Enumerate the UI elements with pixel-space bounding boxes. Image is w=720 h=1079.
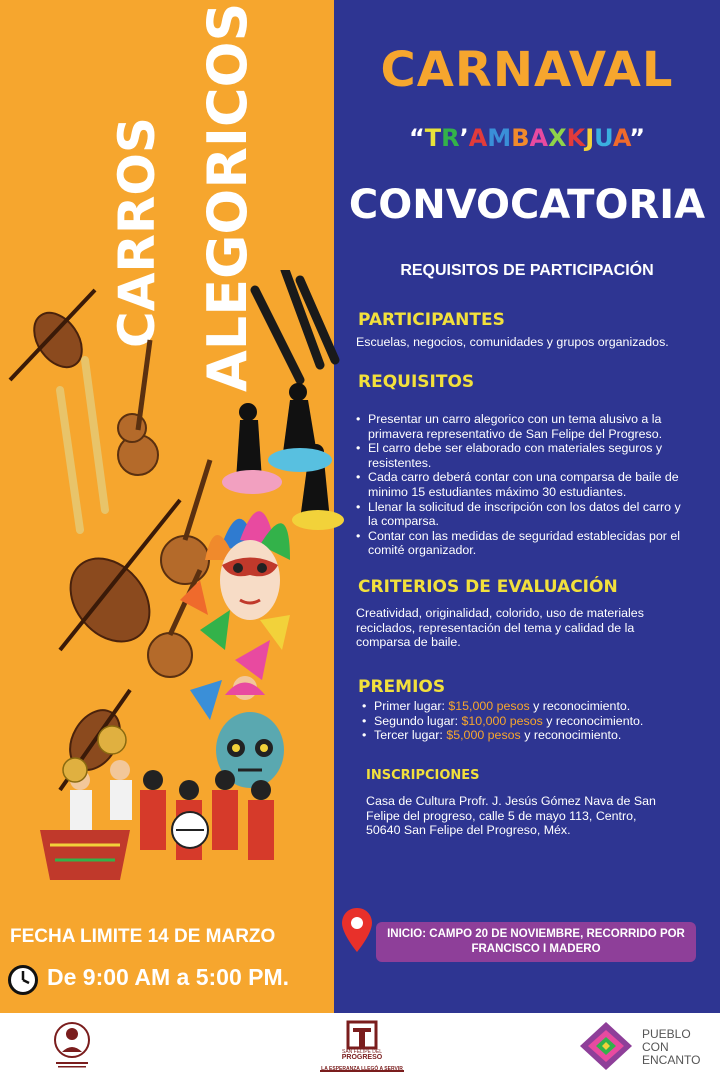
carnival-collage-illustration (0, 270, 345, 920)
prize-rest: y reconocimiento. (533, 699, 631, 713)
carnival-name (334, 124, 720, 152)
carnival-name-letter: X (548, 124, 567, 152)
pueblo-line-1: PUEBLO (642, 1027, 691, 1041)
list-item: • Contar con las medidas de seguridad establecidas por el comité organizador. (356, 529, 686, 558)
list-item: • Cada carro deberá contar con una comparsa de baile de minimo 15 estudiantes máximo 30 estudiantes. (356, 470, 686, 499)
premios-heading: PREMIOS (358, 677, 446, 697)
participantes-text: Escuelas, negocios, comunidades y grupos organizados. (356, 335, 669, 349)
list-item: • Llenar la solicitud de inscripción con los datos del carro y la comparsa. (356, 500, 686, 529)
fecha-limite: FECHA LIMITE 14 DE MARZO (10, 926, 276, 947)
logo2-slogan: LA ESPERANZA LLEGÓ A SERVIR (321, 1066, 403, 1072)
convocatoria-title: CONVOCATORIA (348, 182, 706, 228)
logo2-text (320, 1049, 404, 1072)
carnival-name-letter: K (566, 124, 586, 152)
carnival-name-letter: M (487, 124, 512, 152)
requisitos-heading: REQUISITOS (358, 372, 475, 392)
pueblo-con-encanto-emblem (578, 1020, 634, 1072)
carnival-name-letter: ” (629, 124, 646, 152)
carnival-name-letter: U (594, 124, 613, 152)
carnival-name-letter: A (468, 124, 488, 152)
inscripciones-text: Casa de Cultura Profr. J. Jesús Gómez Nava de San Felipe del progreso, calle 5 de mayo 113, Centro, 50640 San Felipe del Progreso, Méx. (366, 794, 656, 838)
carnival-name-letter: B (511, 124, 530, 152)
clock-icon (8, 965, 38, 995)
carnival-name-letter: A (529, 124, 549, 152)
carnival-name-letter: “ (408, 124, 425, 152)
requisitos-list (356, 412, 686, 558)
list-item: • El carro debe ser elaborado con materiales seguros y resistentes. (356, 441, 686, 470)
carnival-name-letter: A (612, 124, 630, 152)
list-item: • Presentar un carro alegorico con un tema alusivo a la primavera representativo de San Felipe del Progreso. (356, 412, 686, 441)
requisitos-participacion-heading: REQUISITOS DE PARTICIPACIÓN (400, 262, 654, 279)
location-pin-icon (340, 906, 374, 956)
pueblo-con-encanto-text (642, 1028, 700, 1067)
vertical-title-carros: CARROS (108, 117, 166, 348)
prize-rest: y reconocimiento. (546, 713, 644, 728)
participantes-heading: PARTICIPANTES (358, 310, 505, 330)
pueblo-line-2: CON (642, 1040, 669, 1054)
prize-amount: $10,000 pesos (461, 713, 543, 728)
prize-amount: $15,000 pesos (448, 699, 530, 713)
prize-place: Tercer lugar: (374, 728, 443, 743)
logo2-main: PROGRESO (341, 1054, 383, 1061)
pueblo-line-3: ENCANTO (642, 1053, 701, 1067)
carnaval-title: CARNAVAL (380, 42, 674, 98)
premios-list (362, 699, 692, 743)
inicio-banner (376, 922, 696, 962)
list-item (362, 699, 692, 714)
list-item (362, 728, 692, 743)
carnival-name-letter: J (585, 124, 595, 152)
prize-amount: $5,000 pesos (446, 728, 521, 743)
carnival-name-letter: ’ (459, 124, 469, 152)
prize-place: Primer lugar: (374, 699, 445, 713)
prize-place: Segundo lugar: (374, 713, 459, 728)
horario: De 9:00 AM a 5:00 PM. (47, 964, 290, 990)
list-item (362, 714, 692, 729)
criterios-heading: CRITERIOS DE EVALUACIÓN (358, 577, 618, 597)
inicio-line-2: FRANCISCO I MADERO (471, 943, 601, 955)
vertical-title-alegoricos: ALEGORICOS (196, 2, 259, 392)
criterios-text: Creatividad, originalidad, colorido, uso de materiales reciclados, representación del tema y calidad de la comparsa de baile. (356, 606, 644, 650)
municipal-seal-logo (52, 1018, 92, 1070)
inscripciones-heading: INSCRIPCIONES (366, 768, 480, 783)
carnival-name-letter: T (424, 124, 442, 152)
prize-rest: y reconocimiento. (524, 728, 622, 743)
logo2-top: SAN FELIPE DEL (341, 1049, 382, 1055)
carnival-name-letter: R (441, 124, 460, 152)
inicio-line-1: INICIO: CAMPO 20 DE NOVIEMBRE, RECORRIDO POR (387, 928, 685, 940)
